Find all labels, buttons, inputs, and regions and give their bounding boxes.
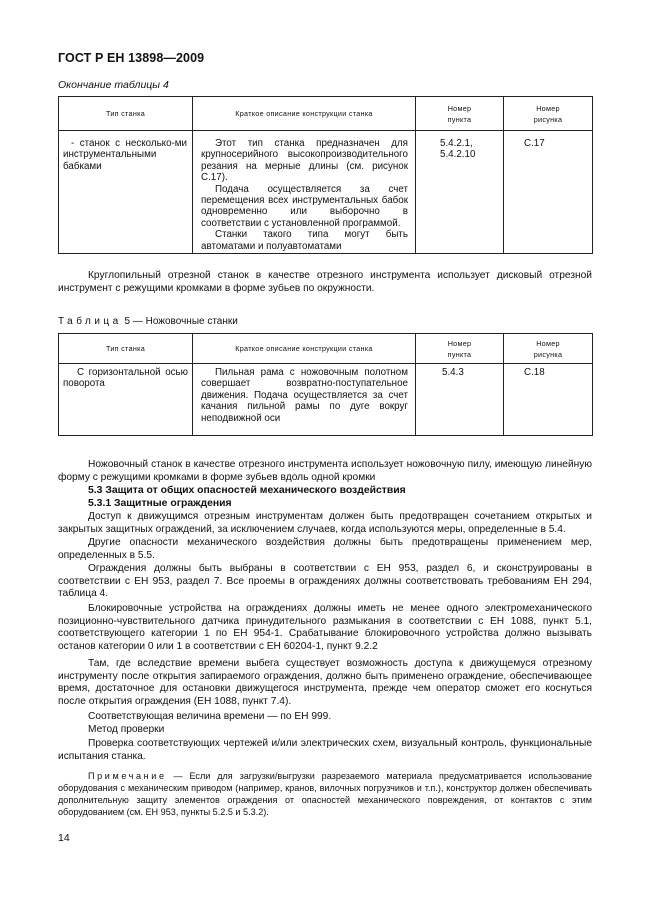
- table5-header-type: Тип станка: [59, 334, 193, 364]
- table4-row-type: [59, 131, 193, 254]
- table5-row-desc: [193, 364, 416, 436]
- table5-header-fig: Номер рисунка: [504, 334, 593, 364]
- paragraph-access: Доступ к движущимся отрезным инструментам должен быть предотвращен сочетанием открытых и закрытых защитных ограждений, за исключением случаев, когда используются меры, определенные в 5.4.: [58, 511, 592, 535]
- table4-item-2: 5.4.2.10: [440, 149, 476, 161]
- table4-header-item: Номер пункта: [416, 97, 504, 131]
- table4-row-fig: [504, 131, 593, 254]
- paragraph-circular-saw: Круглопильный отрезной станок в качестве отрезного инструмента использует дисковый отрезной инструмент с режущими кромками в форме зубьев по окружности.: [58, 270, 592, 294]
- paragraph-other-hazards: Другие опасности механического воздействия должны быть предотвращены применением мер, определенных в 5.5.: [58, 537, 592, 561]
- paragraph-method: Метод проверки: [88, 724, 165, 735]
- table4-row-item: [416, 131, 504, 254]
- table4-desc-p1: Этот тип станка предназначен для крупносерийного высокопроизводительного резания на мерные длины (см. рисунок С.17).: [201, 138, 408, 184]
- table5-caption-word: Таблица: [58, 316, 122, 327]
- paragraph-interlock: Блокировочные устройства на ограждениях должны иметь не менее одного электромеханического позиционно-чувствительного датчика принудительного размыкания в соответствии с ЕН 1088, пункт 5.1, соответствующего категории 1 по ЕН 954-1. Срабатывание блокировочного устройства должно вызывать останов категории 0 или 1 в соответствии с ЕН 60204-1, пункт 9.2.2: [58, 603, 592, 652]
- table4-type-text: - станок с несколько-ми инструментальными бабками: [63, 138, 187, 172]
- paragraph-hacksaw: Ножовочный станок в качестве отрезного инструмента использует ножовочную пилу, имеющую линейную форму с режущими кромками в форме зубьев вдоль одной кромки: [58, 459, 592, 483]
- table4-row-desc: [193, 131, 416, 254]
- table5-fig: С.18: [524, 367, 545, 378]
- table5-row-fig: [504, 364, 593, 436]
- paragraph-time: Соответствующая величина времени — по ЕН 999.: [88, 711, 332, 722]
- table4-fig: С.17: [524, 138, 545, 149]
- section-5-3-heading: 5.3 Защита от общих опасностей механического воздействия: [88, 485, 406, 496]
- section-5-3-1-heading: 5.3.1 Защитные ограждения: [88, 498, 232, 509]
- page-number: 14: [58, 832, 70, 844]
- note-paragraph: [58, 770, 592, 818]
- table4-desc-p2: Подача осуществляется за счет перемещения всех инструментальных бабок одновременно или выборочно в соответствии с установленной программой.: [201, 183, 408, 229]
- table4-item-1: 5.4.2.1,: [440, 138, 473, 149]
- table4-caption: Окончание таблицы 4: [58, 79, 169, 91]
- table4-header-type: Тип станка: [59, 97, 193, 131]
- table4-header-desc: Краткое описание конструкции станка: [193, 97, 416, 131]
- table5-caption-rest: 5 — Ножовочные станки: [124, 316, 238, 327]
- table4-header-fig: Номер рисунка: [504, 97, 593, 131]
- note-text: — Если для загрузки/выгрузки разрезаемого материала предусматривается использование оборудования с механическим приводом (например, кранов, вилочных погрузчиков и т.п.), конструктор должен обеспечивать дополнительную защиту элементов ограждения от опасностей механического повреждения, от контактов с этим оборудованием (см. ЕН 953, пункты 5.2.5 и 5.3.2).: [58, 771, 592, 817]
- table5-header-desc: Краткое описание конструкции станка: [193, 334, 416, 364]
- table5-row-item: [416, 364, 504, 436]
- paragraph-guards: Ограждения должны быть выбраны в соответствии с ЕН 953, раздел 6, и сконструированы в соответствии с ЕН 953, раздел 7. Все проемы в ограждениях должны соответствовать требованиям ЕН 294, таблица 4.: [58, 563, 592, 600]
- table4-desc-p3: Станки такого типа могут быть автоматами и полуавтоматами: [201, 229, 408, 252]
- note-label: Примечание: [88, 771, 167, 781]
- table5-header-item: Номер пункта: [416, 334, 504, 364]
- table5-desc-text: Пильная рама с ножовочным полотном совершает возвратно-поступательное движения. Подача осуществляется за счет качания пильной рамы по дуге вокруг неподвижной оси: [201, 367, 408, 424]
- paragraph-check: Проверка соответствующих чертежей и/или электрических схем, визуальный контроль, функциональные испытания станка.: [58, 738, 592, 762]
- table5-type-text: С горизонтальной осью поворота: [63, 367, 188, 390]
- paragraph-rundown: Там, где вследствие времени выбега существует возможность доступа к движущемуся отрезному инструменту после открытия запираемого ограждения, должно быть применено ограждение, обеспечивающее время, достаточное для остановки движущегося инструмента, прежде чем оператор сможет его коснуться после открытия ограждения (ЕН 1088, пункт 7.4).: [58, 658, 592, 707]
- table5-item: 5.4.3: [442, 367, 464, 378]
- table5-row-type: [59, 364, 193, 436]
- table-4: [58, 96, 593, 254]
- table-5: [58, 333, 593, 436]
- document-header: ГОСТ Р ЕН 13898—2009: [58, 51, 205, 65]
- table5-caption: [58, 316, 238, 327]
